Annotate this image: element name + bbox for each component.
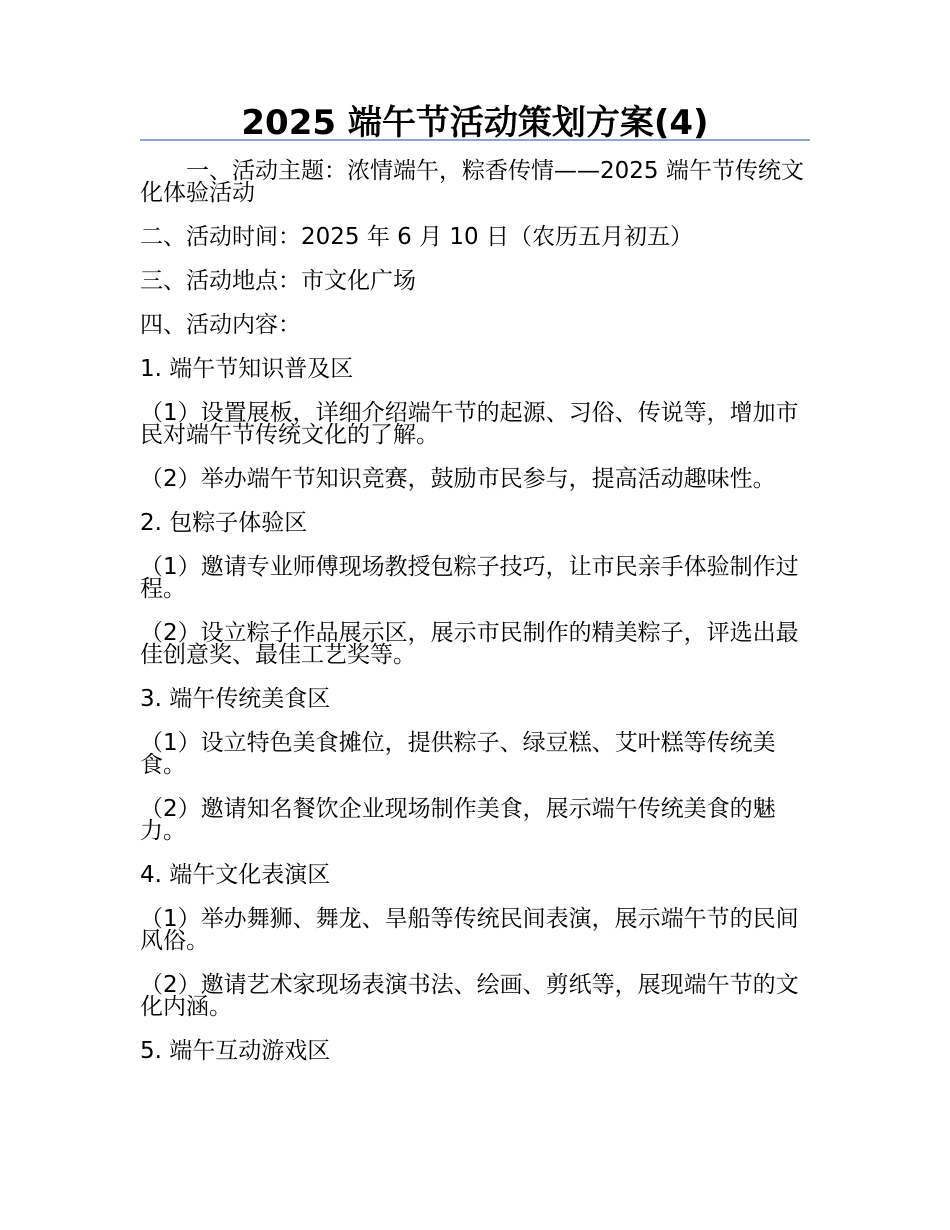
- document-body: [140, 160, 805, 1062]
- list-item: （2）邀请知名餐饮企业现场制作美食，展示端午传统美食的魅力。: [140, 796, 776, 844]
- section-heading-zongzi: 2. 包粽子体验区: [140, 510, 308, 536]
- list-item: （1）举办舞狮、舞龙、旱船等传统民间表演，展示端午节的民间风俗。: [140, 906, 799, 954]
- list-item: （2）邀请艺术家现场表演书法、绘画、剪纸等，展现端午节的文化内涵。: [140, 972, 799, 1020]
- paragraph-location: 三、活动地点：市文化广场: [140, 268, 416, 294]
- section-heading-knowledge: 1. 端午节知识普及区: [140, 356, 354, 382]
- title-underline: [140, 139, 810, 141]
- list-item: （2）设立粽子作品展示区，展示市民制作的精美粽子，评选出最佳创意奖、最佳工艺奖等。: [140, 620, 799, 668]
- paragraph-theme: 一、活动主题：浓情端午，粽香传情——2025 端午节传统文化体验活动: [140, 158, 804, 206]
- paragraph-content-heading: 四、活动内容：: [140, 312, 301, 338]
- section-heading-performance: 4. 端午文化表演区: [140, 862, 331, 888]
- paragraph-time: 二、活动时间：2025 年 6 月 10 日（农历五月初五）: [140, 224, 693, 250]
- section-heading-food: 3. 端午传统美食区: [140, 686, 331, 712]
- list-item: （1）邀请专业师傅现场教授包粽子技巧，让市民亲手体验制作过程。: [140, 554, 799, 602]
- section-heading-games: 5. 端午互动游戏区: [140, 1038, 331, 1064]
- list-item: （2）举办端午节知识竞赛，鼓励市民参与，提高活动趣味性。: [140, 466, 776, 492]
- document-title: 2025 端午节活动策划方案(4): [241, 103, 709, 143]
- list-item: （1）设置展板，详细介绍端午节的起源、习俗、传说等，增加市民对端午节传统文化的了解。: [140, 400, 799, 448]
- list-item: （1）设立特色美食摊位，提供粽子、绿豆糕、艾叶糕等传统美食。: [140, 730, 776, 778]
